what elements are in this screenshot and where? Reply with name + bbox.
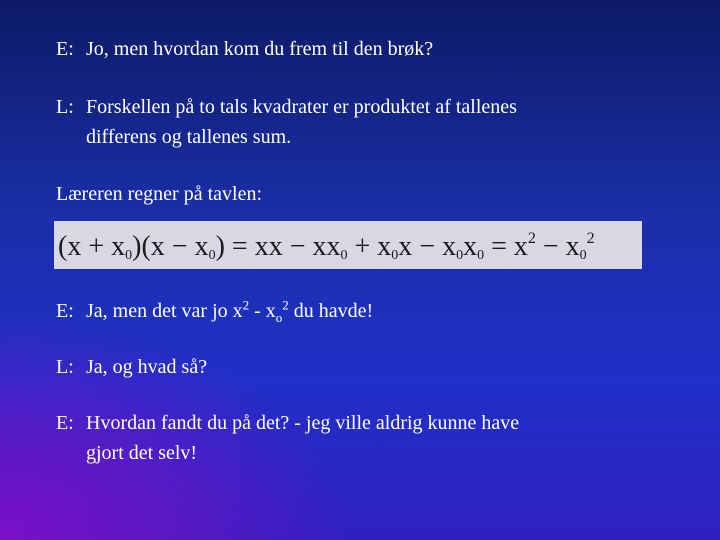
speaker-label: E: (56, 300, 74, 322)
formula-sub: 0 (477, 248, 485, 263)
formula-sub: 0 (391, 248, 399, 263)
formula-sup: 2 (527, 230, 536, 247)
formula-sub: 0 (579, 248, 587, 263)
dialogue-text: differens og tallenes sum. (86, 126, 292, 148)
dialogue-text: du havde! (288, 300, 374, 322)
formula-part: )(x − x (132, 231, 209, 262)
dialogue-line (56, 353, 207, 381)
dialogue-text: Ja, men det var jo x (86, 300, 243, 322)
dialogue-line-continuation (56, 439, 197, 467)
dialogue-text: Ja, og hvad så? (86, 356, 208, 378)
formula-part: ) = xx − xx (215, 231, 341, 262)
formula-text (58, 230, 595, 263)
formula-part: x (463, 231, 478, 262)
dialogue-text: Forskellen på to tals kvadrater er produktet af tallenes (86, 96, 517, 118)
formula-part: + x (347, 231, 392, 262)
dialogue-text: - x (249, 300, 276, 322)
formula-part: − x (535, 231, 580, 262)
formula-part: (x + x (58, 231, 126, 262)
dialogue-text: Hvordan fandt du på det? - jeg ville aldrig kunne have (86, 412, 520, 434)
dialogue-line (56, 35, 433, 63)
formula-image (54, 221, 642, 269)
dialogue-line (56, 297, 373, 325)
dialogue-text: gjort det selv! (86, 442, 198, 464)
formula-part: x − x (398, 231, 457, 262)
superscript: 2 (242, 297, 250, 313)
formula-sub: 0 (340, 248, 348, 263)
formula-sub: 0 (125, 248, 133, 263)
subscript: o (275, 310, 283, 325)
speaker-label: E: (56, 38, 74, 60)
narration-line (56, 180, 262, 208)
speaker-label: L: (56, 96, 74, 118)
formula-part: = x (484, 231, 528, 262)
dialogue-line (56, 93, 517, 121)
formula-sub: 0 (208, 248, 216, 263)
dialogue-line (56, 409, 519, 437)
formula-sup: 2 (586, 230, 595, 247)
formula-sub: 0 (456, 248, 464, 263)
dialogue-text: Jo, men hvordan kom du frem til den brøk? (86, 38, 434, 60)
dialogue-line-continuation (56, 123, 291, 151)
speaker-label: L: (56, 356, 74, 378)
narration-text: Læreren regner på tavlen: (56, 183, 263, 205)
speaker-label: E: (56, 412, 74, 434)
superscript: 2 (282, 297, 289, 313)
